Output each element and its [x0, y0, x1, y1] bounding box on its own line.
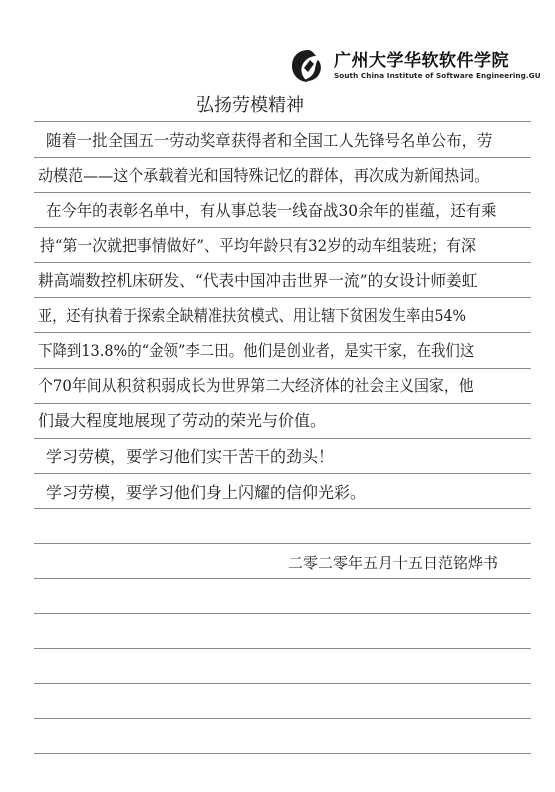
text-line: 亚，还有执着于探索全缺精准扶贫模式、用让辖下贫困发生率由54%: [38, 306, 466, 325]
ruled-line: [34, 753, 531, 754]
text-line: 下降到13.8%的“金领”李二田。他们是创业者，是实干家，在我们这: [38, 341, 475, 360]
ruled-line: [34, 473, 531, 474]
text-line: 动模范——这个承载着光和国特殊记忆的群体，再次成为新闻热词。: [38, 166, 490, 185]
ruled-line: [34, 297, 531, 298]
text-line: 们最大程度地展现了劳动的荣光与价值。: [38, 411, 327, 430]
ruled-line: [34, 192, 531, 193]
college-name-en: South China Institute of Software Engineering.GU: [334, 71, 541, 80]
text-line: 持“第一次就把事情做好”、平均年龄只有32岁的动车组装班；有深: [40, 236, 476, 255]
ruled-line: [34, 438, 531, 439]
text-line: 学习劳模，要学习他们身上闪耀的信仰光彩。: [46, 483, 367, 502]
ruled-line: [34, 227, 531, 228]
text-line: 耕高端数控机床研发、“代表中国冲击世界一流”的女设计师姜虹: [38, 271, 478, 290]
page-header: [288, 44, 541, 88]
ruled-line: [34, 332, 531, 333]
ruled-line: [34, 613, 531, 614]
ruled-line: [34, 648, 531, 649]
ruled-line: [34, 157, 531, 158]
text-line: 学习劳模，要学习他们实干苦干的劲头！: [46, 447, 335, 466]
ruled-line: [34, 262, 531, 263]
ruled-line: [34, 718, 531, 719]
letter-title: 弘扬劳模精神: [196, 95, 304, 116]
ruled-line: [34, 368, 531, 369]
text-line: 随着一批全国五一劳动奖章获得者和全国工人先锋号名单公布，劳: [46, 131, 493, 150]
college-logo-icon: [288, 46, 328, 86]
ruled-line: [34, 121, 531, 122]
text-line: 在今年的表彰名单中，有从事总装一线奋战30余年的崔蕴，还有乘: [46, 201, 497, 220]
ruled-line: [34, 543, 531, 544]
college-name: 广州大学华软软件学院: [334, 51, 509, 71]
ruled-line: [34, 683, 531, 684]
text-line: 个70年间从积贫积弱成长为世界第二大经济体的社会主义国家，他: [38, 376, 474, 395]
ruled-line: [34, 508, 531, 509]
signature: 二零二零年五月十五日范铭烨书: [288, 554, 499, 572]
ruled-line: [34, 578, 531, 579]
ruled-line: [34, 403, 531, 404]
